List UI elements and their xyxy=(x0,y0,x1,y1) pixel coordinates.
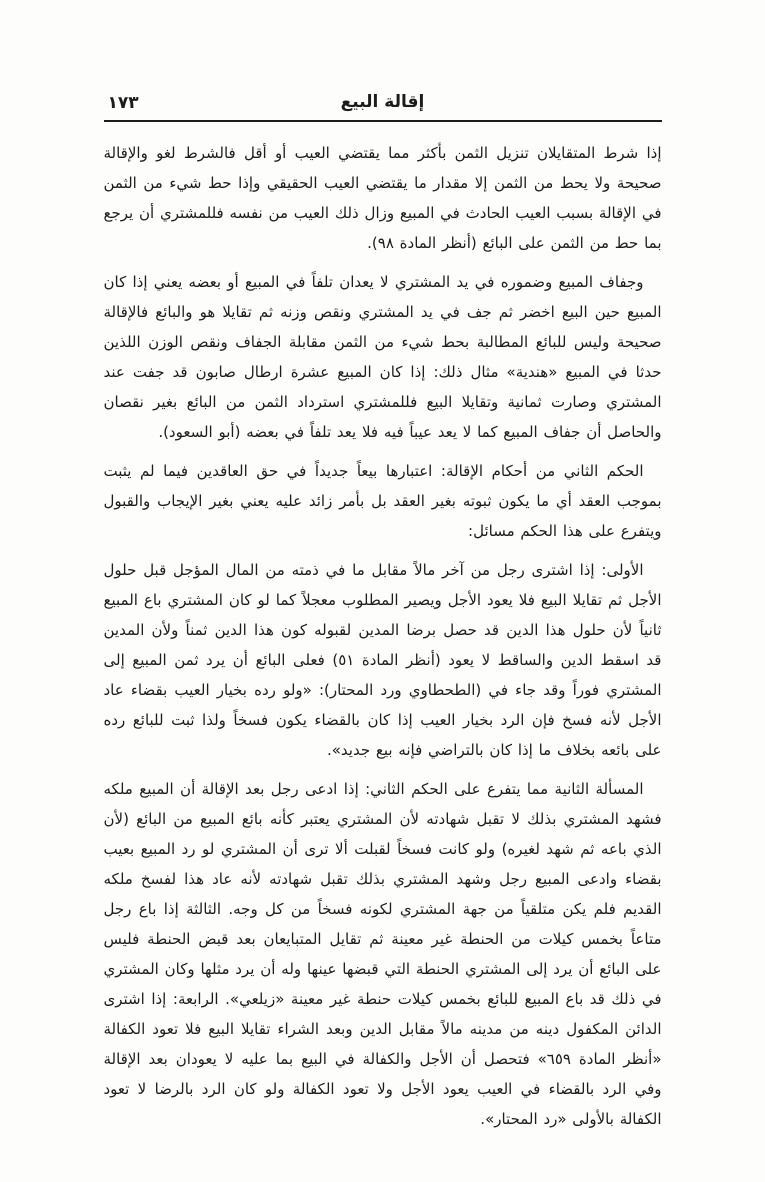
paragraph-4: الأولى: إذا اشترى رجل من آخر مالاً مقابل ما في ذمته من المال المؤجل قبل حلول الأجل ثم تقايلا البيع فلا يعود الأجل ويصير المطلوب معجلاً كما لو كان المشتري باع المبيع ثانياً لأن حلول هذا الدين قد حصل برضا المدين لقبوله كون هذا الدين ثمناً ولأن المدين قد اسقط الدين والساقط لا يعود (أنظر المادة ٥١) فعلى البائع أن يرد ثمن المبيع إلى المشتري فوراً وقد جاء في (الطحطاوي ورد المحتار): «ولو رده بخيار العيب بقضاء عاد الأجل لأنه فسخ فإن الرد بخيار العيب إذا كان بالقضاء يكون فسخاً ولذا ثبت للبائع رده على بائعه بخلاف ما إذا كان بالتراضي فإنه بيع جديد». xyxy=(103,561,662,759)
header-rule xyxy=(104,120,662,122)
page-number: ١٧٣ xyxy=(107,93,139,113)
header-row xyxy=(104,92,662,118)
page-header xyxy=(104,92,662,122)
paragraph-2: وجفاف المبيع وضموره في يد المشتري لا يعدان تلفاً في المبيع أو بعضه يعني إذا كان المبيع حين البيع اخضر ثم جف في يد المشتري ونقص وزنه ثم تقايلا هو والبائع فالإقالة صحيحة وليس للبائع المطالبة بحط شيء من الثمن مقابلة الجفاف ونقص الوزن اللذين حدثا في المبيع «هندية» مثال ذلك: إذا كان المبيع عشرة ارطال صابون قد جفت عند المشتري وصارت ثمانية وتقايلا البيع فللمشتري استرداد الثمن من البائع بغير نقصان والحاصل أن جفاف المبيع كما لا يعد عيباً فيه فلا يعد تلفاً في بعضه (أبو السعود). xyxy=(103,273,662,441)
page-body xyxy=(104,138,662,1134)
page-title: إقالة البيع xyxy=(340,92,425,112)
paragraph-5: المسألة الثانية مما يتفرع على الحكم الثاني: إذا ادعى رجل بعد الإقالة أن المبيع ملكه فشهد المشتري بذلك لا تقبل شهادته لأن المشتري يعتبر كأنه بائع المبيع من البائع (لأن الذي باعه ثم شهد لغيره) ولو كانت فسخاً لقبلت ألا ترى أن المشتري لو رد المبيع بعيب بقضاء وادعى المبيع رجل وشهد المشتري بذلك تقبل شهادته لأنه عاد هذا لفسخ ملكه القديم فلم يكن متلقياً من جهة المشتري لكونه فسخاً من كل وجه. الثالثة إذا باع رجل متاعاً بخمس كيلات من الحنطة غير معينة ثم تقايل المتبايعان بعد قبض الحنطة فليس على البائع أن يرد إلى المشتري الحنطة التي قبضها عينها وله أن يرد مثلها وكان المشتري في ذلك قد باع المبيع للبائع بخمس كيلات حنطة غير معينة «زيلعي». الرابعة: إذا اشترى الدائن المكفول دينه من مدينه مالاً مقابل الدين وبعد الشراء تقايلا البيع فلا تعود الكفالة «أنظر المادة ٦٥٩» فتحصل أن الأجل والكفالة في البيع بما عليه لا يعودان بعد الإقالة وفي الرد بالقضاء في العيب يعود الأجل ولا تعود الكفالة ولو كان الرد بالرضا لا تعود الكفالة بالأولى «رد المحتار». xyxy=(103,780,662,1128)
paragraph-1: إذا شرط المتقايلان تنزيل الثمن بأكثر مما يقتضي العيب أو أقل فالشرط لغو والإقالة صحيحة ولا يحط من الثمن إلا مقدار ما يقتضي العيب الحقيقي وإذا حط شيء من الثمن في الإقالة بسبب العيب الحادث في المبيع وزال ذلك العيب من نفسه فللمشتري أن يرجع بما حط من الثمن على البائع (أنظر المادة ٩٨). xyxy=(103,144,662,252)
paragraph-3: الحكم الثاني من أحكام الإقالة: اعتبارها بيعاً جديداً في حق العاقدين فيما لم يثبت بموجب العقد أي ما يكون ثبوته بغير العقد بل بأمر زائد عليه يعني بغير الإيجاب والقبول ويتفرع على هذا الحكم مسائل: xyxy=(103,462,662,540)
